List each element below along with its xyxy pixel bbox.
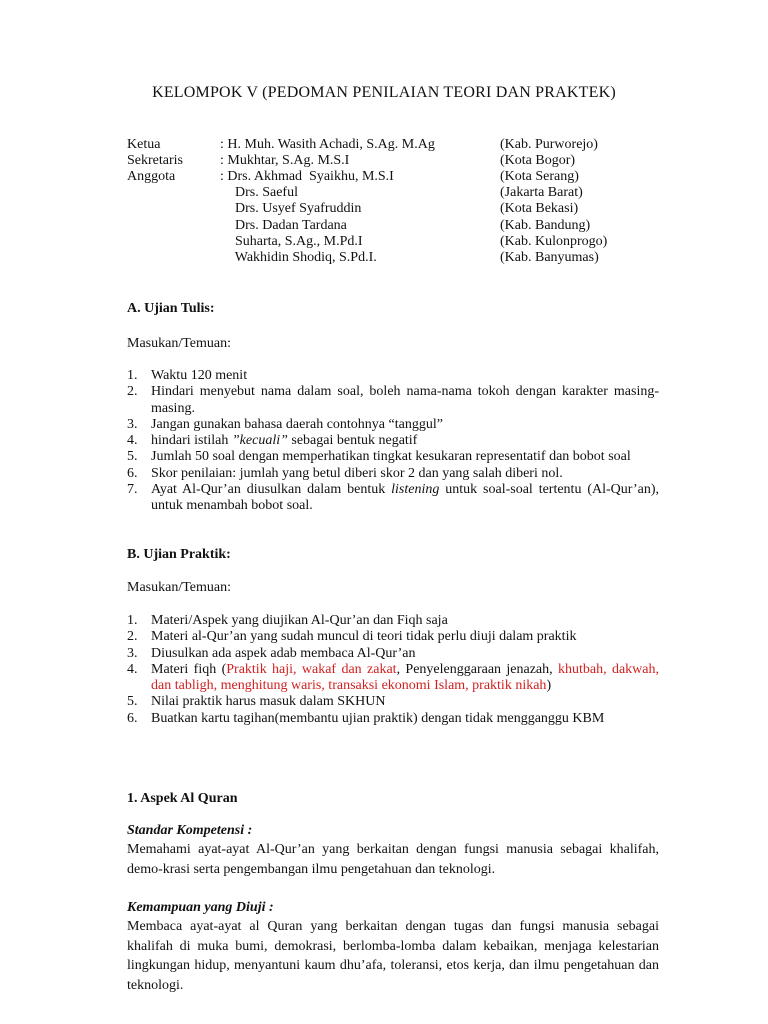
list-item — [127, 449, 659, 465]
member-region: (Jakarta Barat) — [500, 185, 583, 200]
item-text-italic: ”kecuali” — [231, 433, 288, 449]
item-text: sebagai bentuk negatif — [287, 433, 418, 449]
page-title: KELOMPOK V (PEDOMAN PENILAIAN TEORI DAN PRAKTEK) — [152, 84, 616, 101]
member-name: Drs. Usyef Syafruddin — [228, 201, 362, 216]
item-number: 1. — [127, 613, 138, 628]
kemampuan-diuji-label: Kemampuan yang Diuji : — [127, 900, 274, 915]
item-text: Materi fiqh ( — [151, 661, 227, 677]
item-text: ) — [546, 678, 552, 694]
section-a-heading: A. Ujian Tulis: — [127, 301, 215, 316]
item-text: Hindari menyebut nama dalam soal, boleh nama-nama tokoh dengan karakter masing-masing. — [151, 384, 659, 416]
item-text-highlight: khutbah, dakwah, dan tabligh, menghitung waris, transaksi ekonomi Islam, praktik nikah — [151, 661, 659, 694]
list-item — [127, 646, 659, 662]
item-number: 6. — [127, 465, 138, 481]
item-number: 3. — [127, 645, 138, 661]
member-row — [127, 234, 647, 250]
member-row — [127, 185, 647, 201]
item-text: Buatkan kartu tagihan(membantu ujian praktik) dengan tidak mengganggu KBM — [151, 710, 605, 726]
standar-kompetensi-label: Standar Kompetensi : — [127, 823, 253, 838]
item-text: Jangan gunakan bahasa daerah contohnya “tanggul” — [151, 416, 443, 432]
list-item — [127, 384, 659, 417]
item-number: 3. — [127, 416, 138, 432]
item-text: Materi al-Qur’an yang sudah muncul di teori tidak perlu diuji dalam praktik — [151, 629, 577, 645]
item-text: Jumlah 50 soal dengan memperhatikan tingkat kesukaran representatif dan bobot soal — [151, 449, 631, 465]
standar-kompetensi-text: Memahami ayat-ayat Al-Qur’an yang berkaitan dengan fungsi manusia sebagai khalifah, demo-krasi serta pengembangan ilmu pengetahuan dan teknologi. — [127, 842, 659, 877]
member-name: : Mukhtar, S.Ag. M.S.I — [220, 153, 350, 168]
item-text: Skor penilaian: jumlah yang betul diberi skor 2 dan yang salah diberi nol. — [151, 465, 563, 481]
item-text-italic: listening — [391, 482, 440, 498]
item-text: Ayat Al-Qur’an diusulkan dalam bentuk — [151, 482, 392, 498]
member-row — [127, 201, 647, 217]
section-a-subheading: Masukan/Temuan: — [127, 336, 231, 351]
member-name: : Drs. Akhmad Syaikhu, M.S.I — [220, 169, 394, 184]
item-number: 7. — [127, 482, 138, 498]
member-region: (Kab. Purworejo) — [500, 137, 598, 152]
member-name: Wakhidin Shodiq, S.Pd.I. — [228, 250, 377, 265]
item-number: 4. — [127, 661, 138, 677]
member-region: (Kota Bekasi) — [500, 201, 579, 216]
member-role: Anggota — [127, 169, 176, 184]
member-name: : H. Muh. Wasith Achadi, S.Ag. M.Ag — [220, 137, 435, 152]
member-row — [127, 137, 647, 153]
member-role: Sekretaris — [127, 153, 183, 168]
item-number: 6. — [127, 710, 138, 726]
item-text: Materi/Aspek yang diujikan Al-Qur’an dan Fiqh saja — [151, 613, 448, 628]
list-item — [127, 417, 659, 433]
item-text: Waktu 120 menit — [151, 368, 248, 383]
member-role: Ketua — [127, 137, 161, 152]
list-item — [127, 711, 659, 727]
member-region: (Kab. Bandung) — [500, 218, 591, 233]
section-a-list — [127, 368, 659, 515]
member-name: Drs. Saeful — [228, 185, 298, 200]
section-b-list — [127, 613, 659, 727]
item-text: hindari istilah — [151, 433, 232, 449]
item-number: 2. — [127, 384, 138, 400]
item-number: 4. — [127, 433, 138, 449]
member-name: Suharta, S.Ag., M.Pd.I — [228, 234, 363, 249]
member-name: Drs. Dadan Tardana — [228, 218, 347, 233]
member-row — [127, 153, 647, 169]
member-row — [127, 218, 647, 234]
member-region: (Kota Serang) — [500, 169, 579, 184]
item-number: 5. — [127, 449, 138, 465]
item-text: Nilai praktik harus masuk dalam SKHUN — [151, 694, 386, 710]
aspek-heading: 1. Aspek Al Quran — [127, 791, 238, 806]
list-item — [127, 433, 659, 449]
kemampuan-diuji-text: Membaca ayat-ayat al Quran yang berkaitan dengan tugas dan fungsi manusia sebagai khalifah di muka bumi, demokrasi, berlomba-lomba dalam kebaikan, menjaga kelestarian lingkungan hidup, menyantuni kaum dhu’afa, toleransi, etos kerja, dan ilmu pengetahuan dan teknologi. — [127, 919, 659, 993]
item-number: 5. — [127, 694, 138, 710]
item-text: Diusulkan ada aspek adab membaca Al-Qur’an — [151, 645, 416, 661]
member-region: (Kab. Banyumas) — [500, 250, 599, 265]
section-b-subheading: Masukan/Temuan: — [127, 580, 231, 595]
item-number: 2. — [127, 629, 138, 645]
list-item — [127, 662, 659, 695]
item-text: , Penyelenggaraan jenazah, — [396, 661, 558, 677]
member-region: (Kab. Kulonprogo) — [500, 234, 608, 249]
member-row — [127, 169, 647, 185]
item-text: untuk soal-soal tertentu (Al-Qur’an), untuk menambah bobot soal. — [151, 482, 659, 514]
list-item — [127, 694, 659, 710]
list-item — [127, 482, 659, 515]
section-b-heading: B. Ujian Praktik: — [127, 547, 231, 562]
list-item — [127, 466, 659, 482]
member-region: (Kota Bogor) — [500, 153, 576, 168]
member-row — [127, 250, 647, 266]
list-item — [127, 629, 659, 645]
item-text-highlight: Praktik haji, wakaf dan zakat — [226, 661, 397, 677]
list-item — [127, 368, 659, 384]
list-item — [127, 613, 659, 629]
item-number: 1. — [127, 368, 138, 383]
